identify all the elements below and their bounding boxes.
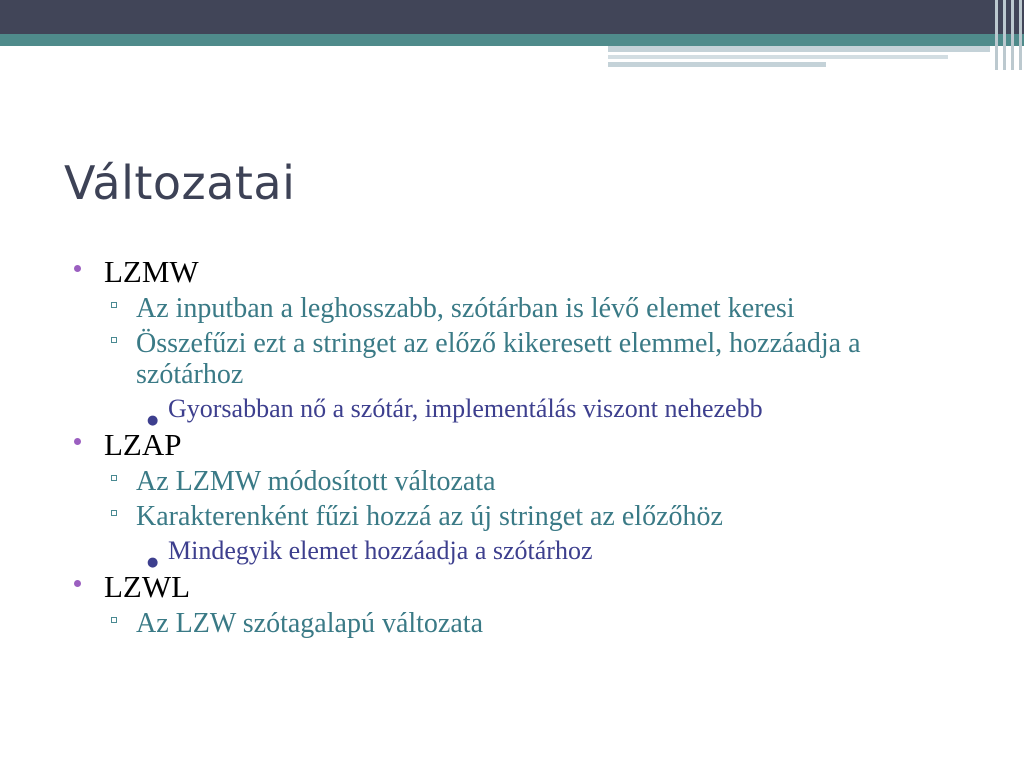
bullet-dot-icon — [74, 265, 81, 272]
bullet-dot-icon — [74, 438, 81, 445]
bullet-list — [0, 253, 1024, 641]
header-accent-line — [608, 55, 948, 59]
sub-bullet-label: Összefűzi ezt a stringet az előző kikeresett elemmel, hozzáadja a szótárhoz — [136, 328, 861, 390]
list-item — [0, 426, 1024, 568]
header-teal-band — [0, 34, 1024, 46]
header-accent-line — [608, 62, 826, 67]
list-item — [0, 253, 1024, 426]
small-dot-icon: ● — [147, 555, 159, 570]
bullet-label: LZWL — [104, 569, 191, 604]
slide-body — [0, 253, 1024, 641]
bullet-dot-icon — [74, 580, 81, 587]
sub-bullet-label: Az LZMW módosított változata — [136, 466, 496, 497]
list-item — [136, 499, 1024, 568]
header-dark-band — [0, 0, 1024, 34]
list-item — [136, 291, 1024, 326]
bullet-label: LZMW — [104, 254, 199, 289]
square-bullet-icon — [111, 510, 117, 516]
square-bullet-icon — [111, 337, 117, 343]
sub-sub-bullet-label: Mindegyik elemet hozzáadja a szótárhoz — [168, 536, 593, 565]
sub-sub-bullet-label: Gyorsabban nő a szótár, implementálás viszont nehezebb — [168, 394, 763, 423]
list-item — [0, 568, 1024, 641]
corner-stripe — [1011, 0, 1014, 70]
small-dot-icon: ● — [147, 413, 159, 428]
bullet-label: LZAP — [104, 427, 182, 462]
square-bullet-icon — [111, 617, 117, 623]
list-item — [136, 464, 1024, 499]
slide-title: Változatai — [64, 156, 296, 210]
square-bullet-icon — [111, 302, 117, 308]
corner-stripe — [1019, 0, 1022, 70]
header-accent-line — [608, 46, 990, 52]
list-item — [147, 534, 1024, 570]
list-item — [136, 326, 1024, 426]
sub-bullet-label: Az inputban a leghosszabb, szótárban is lévő elemet keresi — [136, 293, 795, 324]
square-bullet-icon — [111, 475, 117, 481]
corner-stripe — [1003, 0, 1006, 70]
list-item — [136, 606, 1024, 641]
corner-stripe — [995, 0, 998, 70]
sub-bullet-label: Az LZW szótagalapú változata — [136, 608, 483, 639]
sub-bullet-label: Karakterenként fűzi hozzá az új stringet az előzőhöz — [136, 501, 723, 532]
list-item — [147, 392, 1024, 428]
